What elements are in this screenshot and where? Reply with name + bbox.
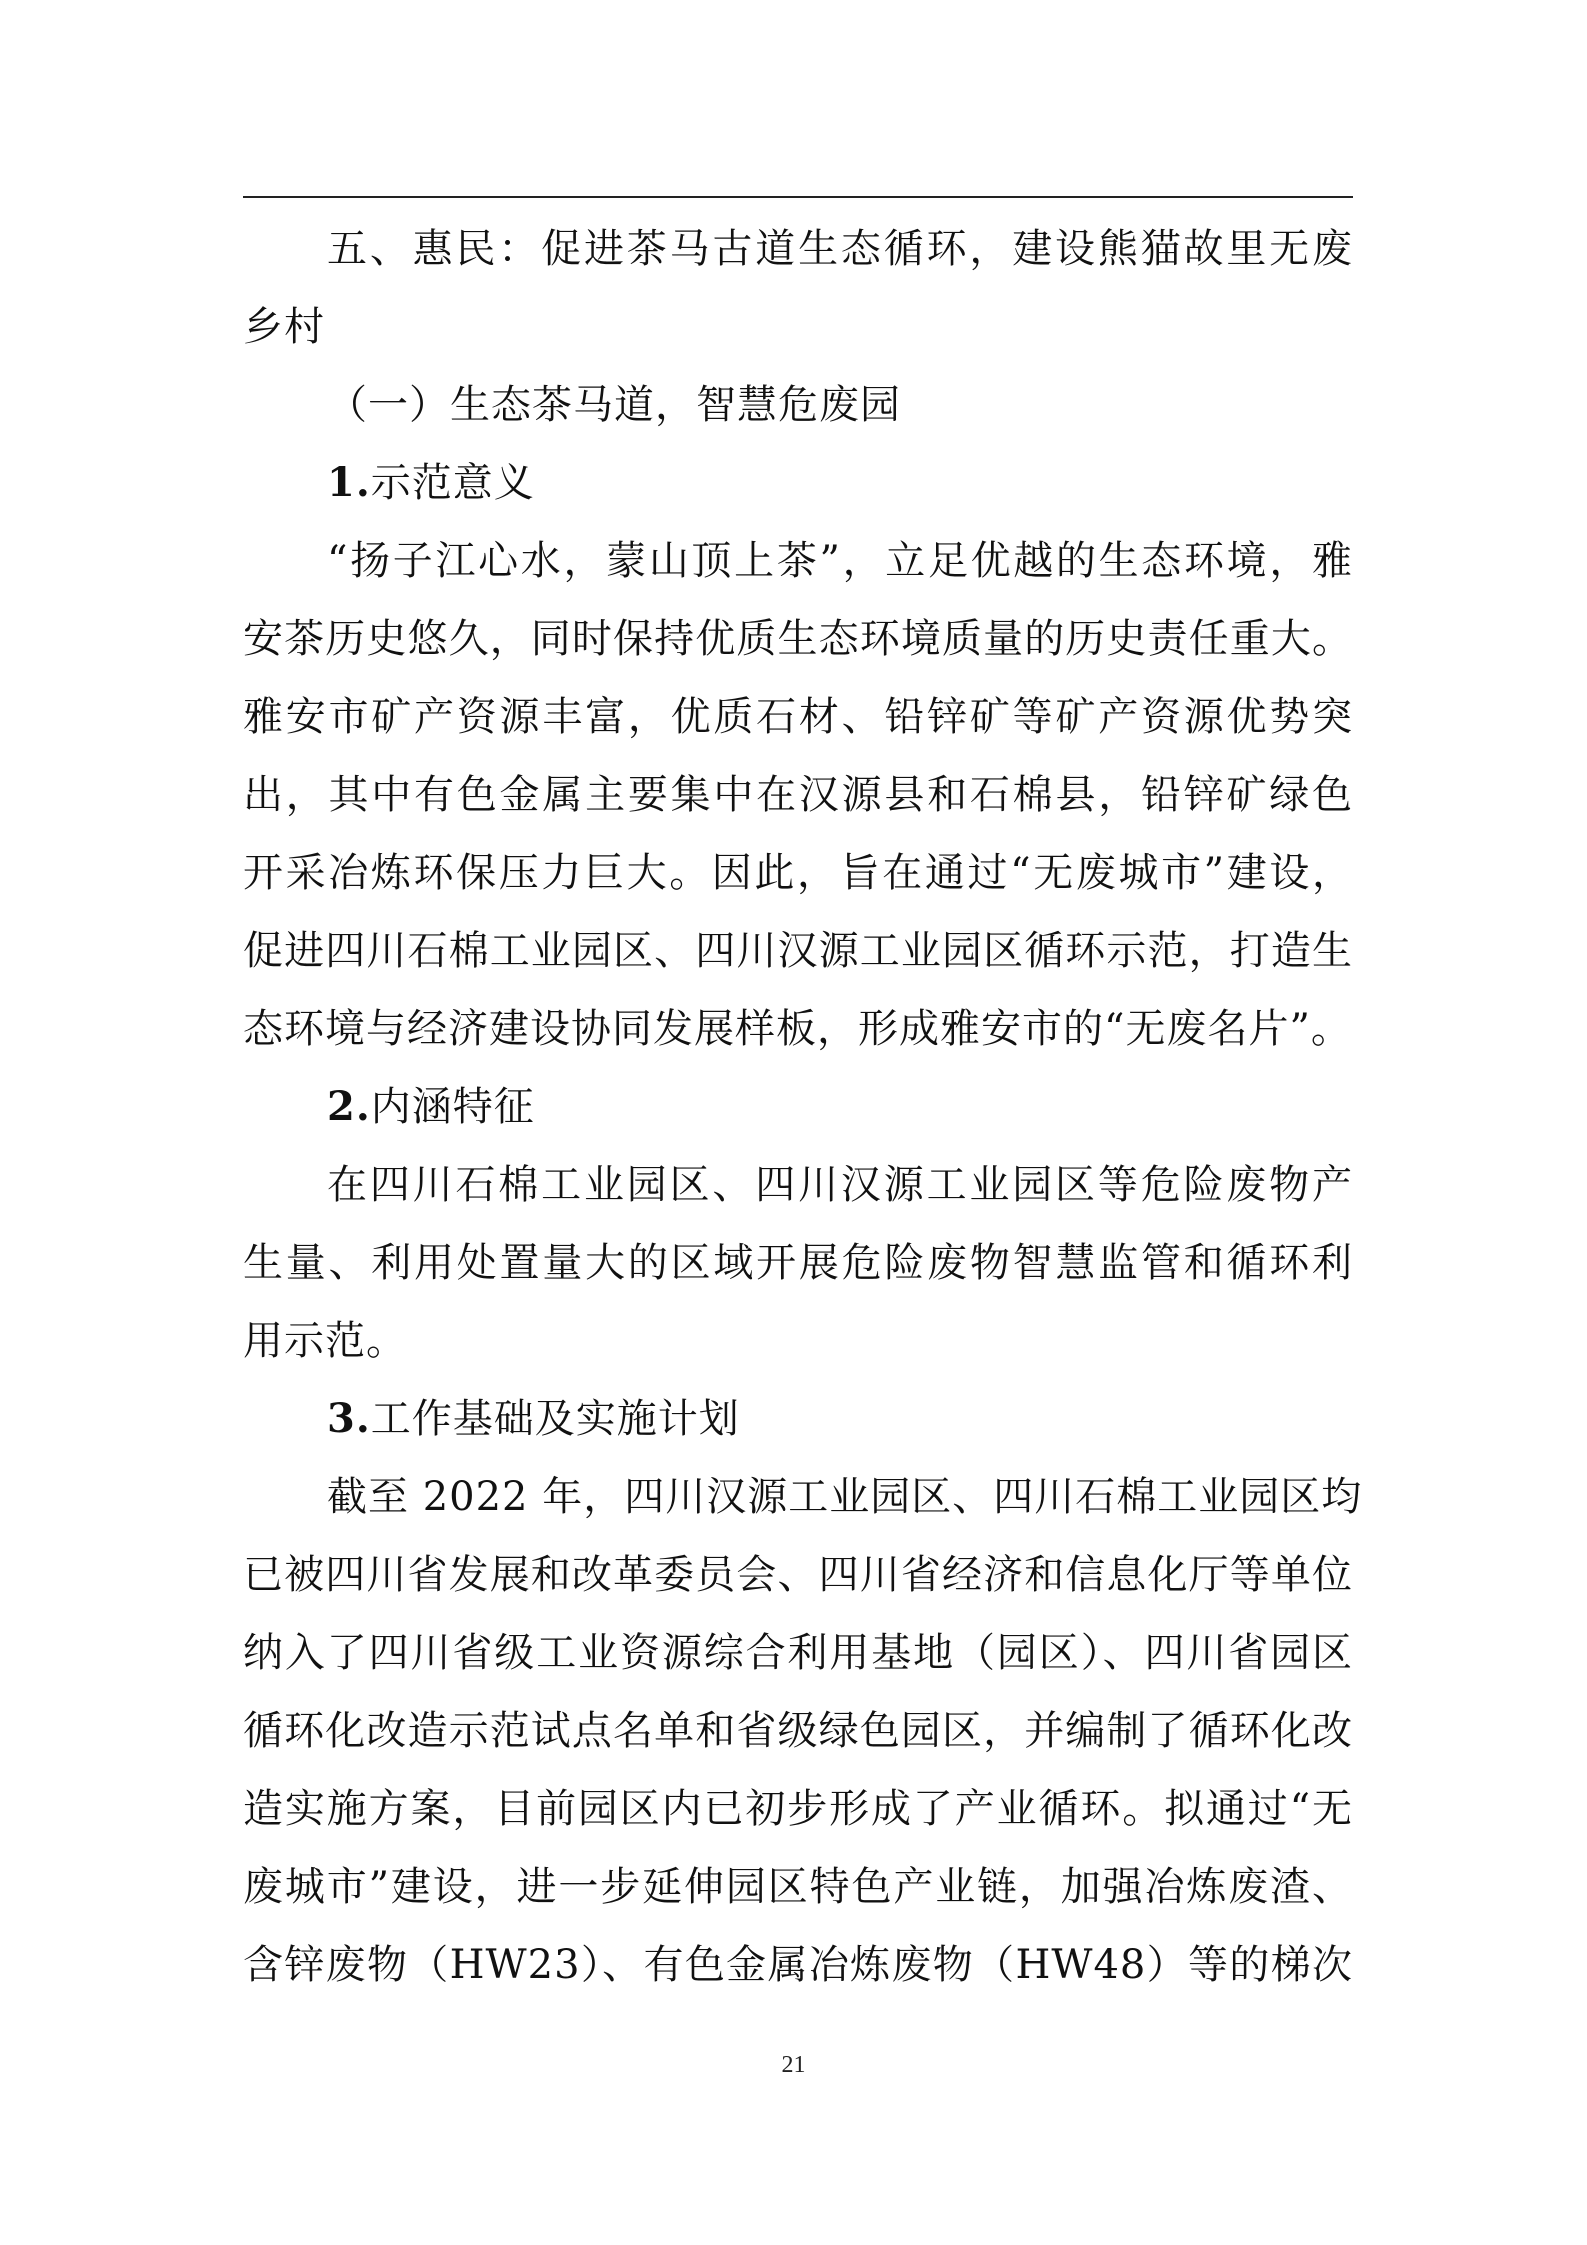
paragraph-line: 造实施方案，目前园区内已初步形成了产业循环。拟通过“无 bbox=[243, 1786, 1353, 1832]
document-body bbox=[243, 210, 1363, 2004]
part2-heading bbox=[243, 1068, 1353, 1146]
paragraph-line: 出，其中有色金属主要集中在汉源县和石棉县，铅锌矿绿色 bbox=[243, 772, 1353, 818]
paragraph-line: 已被四川省发展和改革委员会、四川省经济和信息化厅等单位 bbox=[243, 1552, 1353, 1598]
part3-heading bbox=[243, 1380, 1353, 1458]
paragraph-line: 安茶历史悠久，同时保持优质生态环境质量的历史责任重大。 bbox=[243, 616, 1353, 662]
paragraph-line: 废城市”建设，进一步延伸园区特色产业链，加强冶炼废渣、 bbox=[243, 1864, 1353, 1910]
paragraph-line: 纳入了四川省级工业资源综合利用基地（园区）、四川省园区 bbox=[243, 1630, 1353, 1676]
paragraph-line: 态环境与经济建设协同发展样板，形成雅安市的“无废名片”。 bbox=[243, 1006, 1352, 1052]
paragraph-line: “扬子江心水，蒙山顶上茶”，立足优越的生态环境，雅 bbox=[327, 538, 1353, 584]
paragraph-line: 截至 2022 年，四川汉源工业园区、四川石棉工业园区均 bbox=[327, 1474, 1363, 1520]
part1-number: 1. bbox=[327, 459, 371, 506]
paragraph-line: 促进四川石棉工业园区、四川汉源工业园区循环示范，打造生 bbox=[243, 928, 1353, 974]
paragraph-line: 循环化改造示范试点名单和省级绿色园区，并编制了循环化改 bbox=[243, 1708, 1353, 1754]
part1-title: 示范意义 bbox=[370, 460, 535, 506]
section-heading-line-1: 五、惠民：促进茶马古道生态循环，建设熊猫故里无废 bbox=[327, 226, 1353, 272]
paragraph-line: 在四川石棉工业园区、四川汉源工业园区等危险废物产 bbox=[327, 1162, 1353, 1208]
paragraph-line: 生量、利用处置量大的区域开展危险废物智慧监管和循环利 bbox=[243, 1240, 1353, 1286]
paragraph-line: 用示范。 bbox=[243, 1318, 407, 1364]
part1-heading bbox=[243, 444, 1353, 522]
header-rule bbox=[243, 196, 1353, 198]
subsection-heading: （一）生态茶马道，智慧危废园 bbox=[327, 382, 901, 428]
page-number: 21 bbox=[781, 2052, 806, 2078]
paragraph-line: 雅安市矿产资源丰富，优质石材、铅锌矿等矿产资源优势突 bbox=[243, 694, 1353, 740]
paragraph-line: 含锌废物（HW23）、有色金属冶炼废物（HW48）等的梯次 bbox=[243, 1942, 1353, 1988]
paragraph-line: 开采冶炼环保压力巨大。因此，旨在通过“无废城市”建设， bbox=[243, 850, 1353, 896]
section-heading-line-2: 乡村 bbox=[243, 304, 325, 350]
part2-title: 内涵特征 bbox=[370, 1084, 535, 1130]
part2-number: 2. bbox=[327, 1083, 371, 1130]
part3-title: 工作基础及实施计划 bbox=[370, 1396, 740, 1442]
part3-number: 3. bbox=[327, 1395, 371, 1442]
